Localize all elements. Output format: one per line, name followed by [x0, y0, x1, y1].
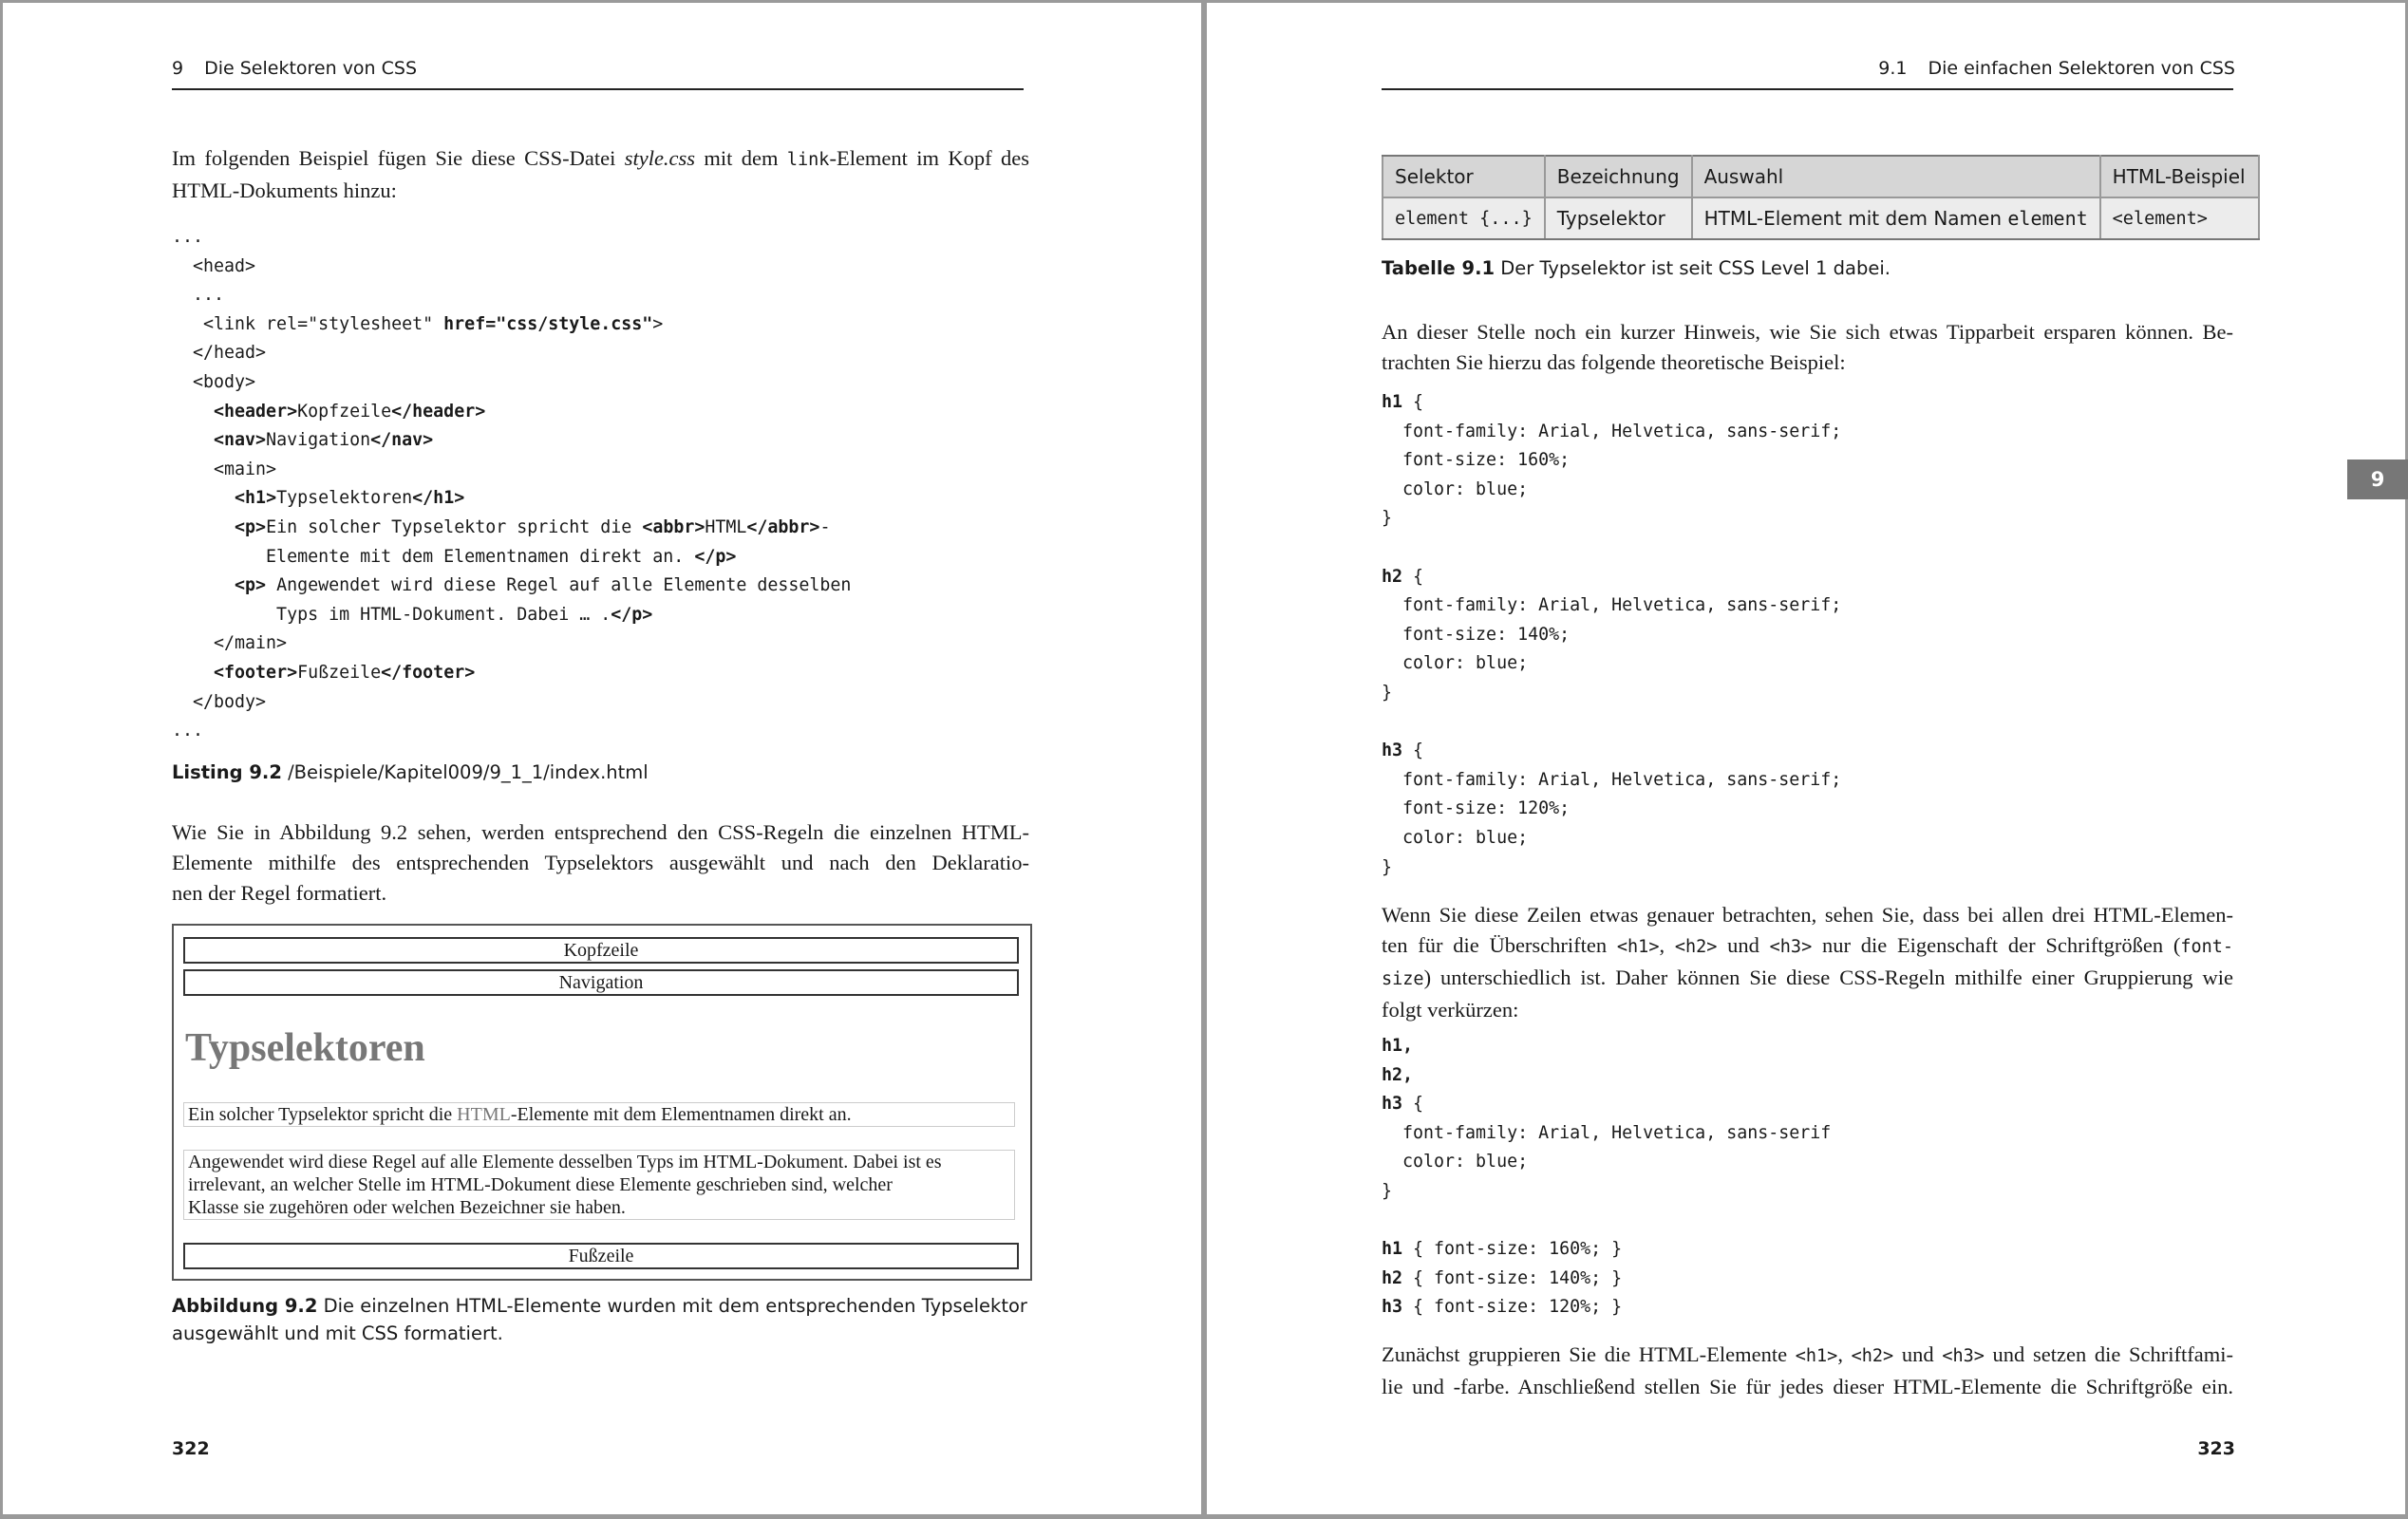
code-selector: h3 — [1382, 741, 1403, 761]
table-label: Tabelle 9.1 — [1382, 257, 1496, 279]
intro-paragraph — [172, 143, 1029, 206]
body-text: ten für die Überschriften — [1382, 933, 1617, 957]
code-line — [1382, 795, 1841, 824]
code-selector: h3 — [1382, 1094, 1403, 1115]
code-text: } — [1382, 508, 1393, 529]
body-line: nen der Regel formatiert. — [172, 881, 387, 905]
code-selector: h2 — [1382, 1267, 1403, 1288]
table-header-cell: HTML-Beispiel — [2100, 156, 2259, 197]
table-caption-text: Der Typselektor ist seit CSS Level 1 dabei. — [1495, 257, 1891, 279]
table-header-row — [1383, 156, 2259, 197]
intro-line: HTML-Dokuments hinzu: — [172, 178, 397, 202]
css-code-block-2 — [1382, 1032, 1831, 1322]
code-text: color: blue; — [1382, 653, 1529, 674]
section-title: Die einfachen Selektoren von CSS — [1928, 58, 2235, 79]
code-text: } — [1382, 1180, 1393, 1201]
css-code-block-1 — [1382, 388, 1841, 882]
code-line: </head> — [172, 343, 267, 364]
body-text: , — [1837, 1342, 1852, 1366]
code-line — [1382, 853, 1841, 883]
figure-label: Abbildung 9.2 — [172, 1295, 318, 1317]
figure-abbr: HTML — [457, 1104, 511, 1125]
figure-caption — [172, 1292, 1027, 1347]
left-page — [3, 3, 1201, 1514]
code-line — [1382, 1061, 1831, 1091]
code-line: <nav>Navigation</nav> — [214, 430, 434, 451]
table-header-cell: Auswahl — [1692, 156, 2100, 197]
listing-path: /Beispiele/Kapitel009/9_1_1/index.html — [281, 761, 649, 783]
table-cell-text: HTML-Element mit dem Namen — [1703, 207, 2008, 230]
code-line: Elemente mit dem Elementnamen direkt an. </p> — [172, 546, 737, 567]
selector-table — [1382, 155, 2260, 240]
body-paragraph — [172, 817, 1029, 909]
code-text: font-size: 140%; — [1382, 624, 1571, 645]
code-line — [1382, 679, 1841, 708]
figure-heading: Typselektoren — [185, 1026, 425, 1070]
figure-caption-text: ausgewählt und mit CSS formatiert. — [172, 1322, 503, 1344]
code-line — [1382, 418, 1841, 447]
code-text: { font-size: 120%; } — [1402, 1297, 1623, 1318]
inline-code: <h3> — [1769, 937, 1813, 957]
code-line: <p> Angewendet wird diese Regel auf alle Elemente desselben — [235, 575, 852, 596]
header-rule — [172, 88, 1024, 90]
code-line — [1382, 1235, 1831, 1265]
body-line: lie und -farbe. Anschließend stellen Sie für jedes dieser HTML-Elemente die Schriftgröße ein. — [1382, 1375, 2233, 1398]
figure-header-box: Kopfzeile — [183, 937, 1019, 964]
code-listing — [172, 223, 851, 746]
table-caption — [1382, 254, 1891, 282]
code-text — [1382, 537, 1392, 557]
chapter-title: Die Selektoren von CSS — [204, 58, 418, 79]
code-line: <link rel="stylesheet" href="css/style.css"> — [172, 313, 664, 334]
inline-code: <h1> — [1795, 1346, 1838, 1366]
right-page — [1207, 3, 2405, 1514]
body-text: ) unterschiedlich ist. Daher können Sie diese CSS-Regeln mithilfe einer Gruppierung wie — [1423, 966, 2233, 989]
intro-filename: style.css — [624, 146, 696, 170]
code-selector: h1, — [1382, 1036, 1414, 1056]
running-header — [1878, 58, 2235, 79]
figure-caption-text: Die einzelnen HTML-Elemente wurden mit dem entsprechenden Typselektor — [317, 1295, 1027, 1317]
code-text: font-size: 160%; — [1382, 450, 1571, 471]
body-text: , — [1659, 933, 1675, 957]
code-line: ... — [172, 227, 204, 247]
figure-nav-box: Navigation — [183, 969, 1019, 996]
body-line: An dieser Stelle noch ein kurzer Hinweis, wie Sie sich etwas Tipparbeit ersparen können. Be- — [1382, 320, 2233, 344]
code-selector: h1 — [1382, 392, 1403, 412]
section-number: 9.1 — [1878, 58, 1908, 79]
code-line — [1382, 649, 1841, 679]
code-line — [1382, 1293, 1831, 1322]
figure-screenshot — [172, 924, 1032, 1281]
code-text: color: blue; — [1382, 1152, 1529, 1172]
code-line — [1382, 1207, 1831, 1236]
body-line: Elemente mithilfe des entsprechenden Typselektors ausgewählt und nach den Deklaratio- — [172, 851, 1029, 874]
body-line: Wie Sie in Abbildung 9.2 sehen, werden entsprechend den CSS-Regeln die einzelnen HTML- — [172, 820, 1029, 844]
inline-code: <h2> — [1674, 937, 1718, 957]
running-header — [172, 58, 417, 79]
body-text: und — [1893, 1342, 1943, 1366]
table-cell: element {...} — [1383, 197, 1545, 239]
body-line: trachten Sie hierzu das folgende theoretische Beispiel: — [1382, 350, 1846, 374]
table-row — [1383, 197, 2259, 239]
intro-text: -Element im Kopf des — [829, 146, 1029, 170]
intro-code: link — [786, 150, 830, 170]
code-text — [1413, 1036, 1423, 1056]
body-text: und — [1717, 933, 1770, 957]
code-selector: h2, — [1382, 1064, 1414, 1085]
inline-code: size — [1382, 969, 1424, 989]
page-number: 322 — [172, 1438, 210, 1459]
table-cell: Typselektor — [1545, 197, 1692, 239]
body-text: Zunächst gruppieren Sie die HTML-Elemente — [1382, 1342, 1796, 1366]
inline-code: <h3> — [1942, 1346, 1985, 1366]
intro-text: mit dem — [695, 146, 787, 170]
code-text: { — [1402, 566, 1424, 587]
code-text: color: blue; — [1382, 827, 1529, 848]
table-header-cell: Selektor — [1383, 156, 1545, 197]
code-text — [1382, 1210, 1392, 1230]
hint-paragraph — [1382, 317, 2233, 378]
code-line: ... — [172, 285, 225, 306]
code-text: color: blue; — [1382, 478, 1529, 499]
code-line — [1382, 1032, 1831, 1061]
code-line: ... — [172, 721, 204, 741]
code-line — [1382, 504, 1841, 534]
code-line: <header>Kopfzeile</header> — [214, 401, 486, 422]
code-text: { font-size: 140%; } — [1402, 1267, 1623, 1288]
code-line: <head> — [172, 255, 256, 276]
listing-label: Listing 9.2 — [172, 761, 282, 783]
code-line — [1382, 708, 1841, 738]
summary-paragraph — [1382, 1340, 2233, 1402]
code-line — [1382, 1265, 1831, 1294]
code-line — [1382, 621, 1841, 650]
inline-code: font- — [2180, 937, 2234, 957]
header-rule — [1382, 88, 2233, 90]
code-text — [1413, 1065, 1423, 1085]
code-text — [1382, 712, 1392, 732]
inline-code: <h1> — [1616, 937, 1660, 957]
code-line — [1382, 534, 1841, 563]
figure-footer-box: Fußzeile — [183, 1243, 1019, 1269]
figure-line: Angewendet wird diese Regel auf alle Elemente desselben Typs im HTML-Dokument. Dabei ist es — [188, 1152, 942, 1172]
figure-paragraph-2 — [183, 1150, 1015, 1220]
code-line: <h1>Typselektoren</h1> — [235, 488, 465, 509]
table-cell-code: element — [2007, 207, 2088, 230]
code-line — [1382, 824, 1841, 853]
page-number: 323 — [2197, 1438, 2235, 1459]
body-line: folgt verkürzen: — [1382, 998, 1519, 1022]
code-line — [1382, 1177, 1831, 1207]
grouping-paragraph — [1382, 900, 2233, 1025]
code-line: </main> — [172, 633, 288, 654]
chapter-thumb-tab: 9 — [2347, 459, 2408, 499]
code-text: { — [1402, 392, 1424, 412]
code-text: font-family: Arial, Helvetica, sans-serif — [1382, 1122, 1832, 1143]
code-text: font-family: Arial, Helvetica, sans-serif; — [1382, 421, 1842, 441]
code-selector: h2 — [1382, 566, 1403, 587]
code-line: <body> — [172, 371, 256, 392]
code-selector: h1 — [1382, 1239, 1403, 1260]
code-line — [1382, 737, 1841, 766]
code-text: { — [1402, 741, 1424, 761]
chapter-number: 9 — [172, 58, 184, 79]
code-line — [1382, 1090, 1831, 1119]
code-line: Typs im HTML-Dokument. Dabei … .</p> — [172, 604, 653, 625]
inline-code: <h2> — [1851, 1346, 1894, 1366]
code-line — [1382, 591, 1841, 621]
code-line — [1382, 563, 1841, 592]
table-cell — [1692, 197, 2100, 239]
code-line — [1382, 476, 1841, 505]
body-line: Wenn Sie diese Zeilen etwas genauer betrachten, sehen Sie, dass bei allen drei HTML-Elemen- — [1382, 903, 2233, 927]
code-line: <footer>Fußzeile</footer> — [214, 662, 476, 683]
code-selector: h3 — [1382, 1297, 1403, 1318]
body-text: nur die Eigenschaft der Schriftgrößen ( — [1812, 933, 2181, 957]
figure-text: Ein solcher Typselektor spricht die — [188, 1104, 458, 1125]
figure-text: -Elemente mit dem Elementnamen direkt an. — [510, 1104, 852, 1125]
intro-text: Im folgenden Beispiel fügen Sie diese CSS-Datei — [172, 146, 625, 170]
code-line — [1382, 388, 1841, 418]
table-header-cell: Bezeichnung — [1545, 156, 1692, 197]
code-text: { font-size: 160%; } — [1402, 1239, 1623, 1260]
listing-caption — [172, 759, 649, 786]
code-line: <main> — [172, 459, 277, 479]
code-line — [1382, 446, 1841, 476]
figure-paragraph-1 — [183, 1102, 1015, 1127]
code-text: font-size: 120%; — [1382, 798, 1571, 819]
figure-line: irrelevant, an welcher Stelle im HTML-Dokument diese Elemente geschrieben sind, welcher — [188, 1174, 893, 1195]
code-line: <p>Ein solcher Typselektor spricht die <abbr>HTML</abbr>- — [235, 516, 831, 537]
code-text: font-family: Arial, Helvetica, sans-serif; — [1382, 769, 1842, 790]
code-text: } — [1382, 856, 1393, 877]
code-line — [1382, 1148, 1831, 1177]
body-text: und setzen die Schriftfami- — [1984, 1342, 2234, 1366]
code-text: { — [1402, 1094, 1424, 1115]
code-line: </body> — [172, 691, 267, 712]
code-line — [1382, 1119, 1831, 1149]
figure-line: Klasse sie zugehören oder welchen Bezeichner sie haben. — [188, 1197, 626, 1218]
code-line — [1382, 766, 1841, 796]
code-text: } — [1382, 682, 1393, 703]
table-cell: <element> — [2100, 197, 2259, 239]
code-text: font-family: Arial, Helvetica, sans-serif; — [1382, 595, 1842, 616]
